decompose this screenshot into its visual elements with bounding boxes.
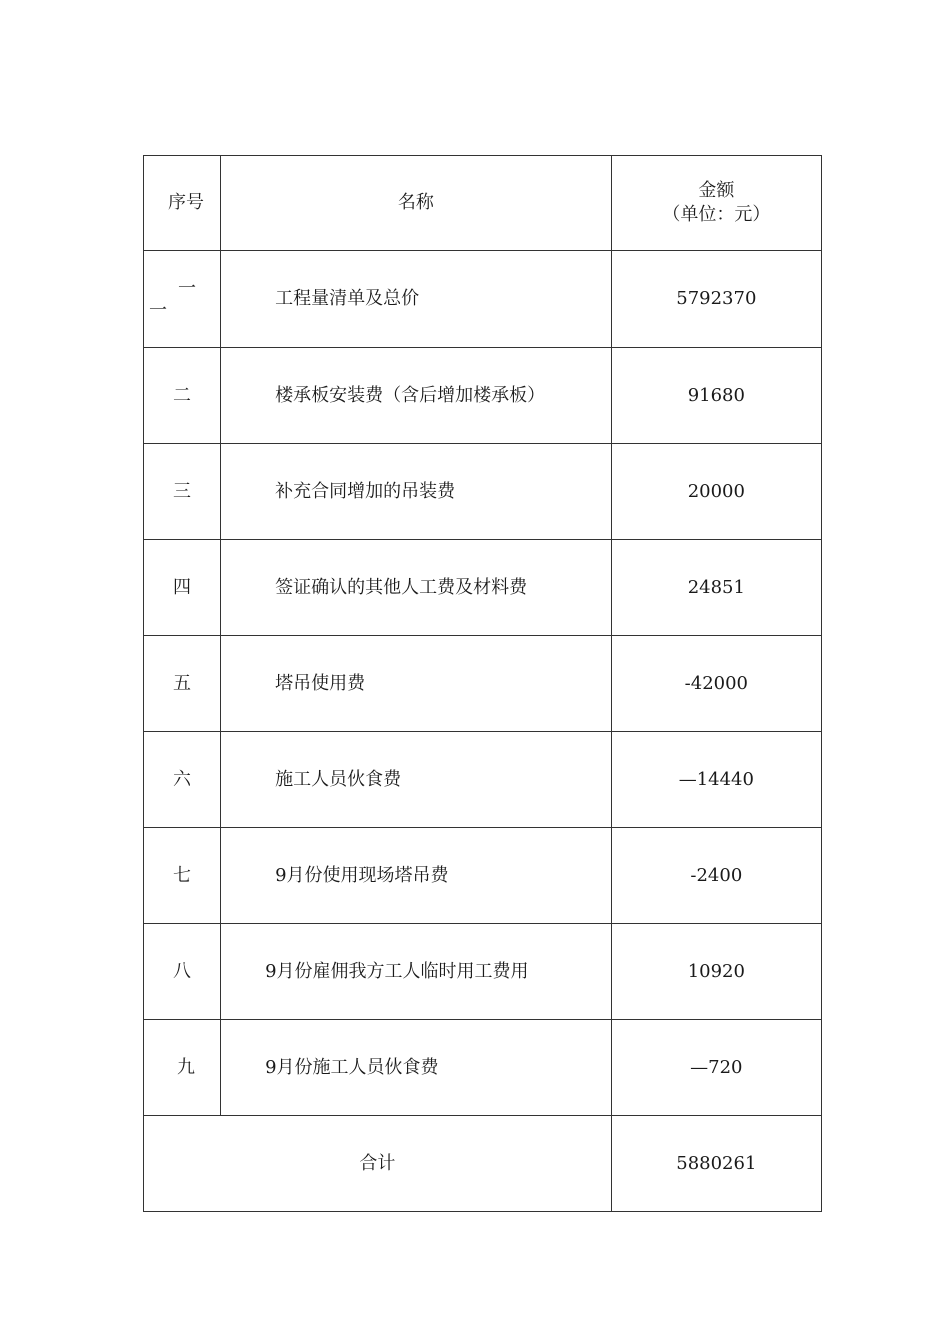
table-row — [144, 444, 822, 540]
row-amount: -42000 — [611, 636, 821, 732]
row-seq-1-part-b: 一 — [149, 300, 167, 321]
row-amount: 5792370 — [611, 251, 821, 348]
total-label: 合计 — [144, 1116, 612, 1212]
header-amount-unit: （单位：元） — [662, 204, 771, 225]
header-seq: 序号 — [144, 156, 221, 251]
row-seq: 八 — [144, 924, 221, 1020]
settlement-sheet — [143, 155, 822, 1212]
header-name: 名称 — [221, 156, 612, 251]
row-seq: 四 — [144, 540, 221, 636]
header-amount-label: 金额 — [698, 180, 735, 201]
row-amount: —720 — [611, 1020, 821, 1116]
row-seq: 六 — [144, 732, 221, 828]
row-seq: 三 — [144, 444, 221, 540]
total-amount: 5880261 — [611, 1116, 821, 1212]
row-seq: 七 — [144, 828, 221, 924]
table-row — [144, 924, 822, 1020]
row-name: 9月份雇佣我方工人临时用工费用 — [221, 924, 612, 1020]
table-row — [144, 828, 822, 924]
table-header-row — [144, 156, 822, 251]
row-seq — [144, 251, 221, 348]
table-row — [144, 251, 822, 348]
table-row — [144, 732, 822, 828]
row-amount: —14440 — [611, 732, 821, 828]
cost-table — [143, 155, 822, 1212]
table-row — [144, 348, 822, 444]
row-name: 9月份使用现场塔吊费 — [221, 828, 612, 924]
table-row — [144, 1020, 822, 1116]
row-seq: 五 — [144, 636, 221, 732]
row-amount: 91680 — [611, 348, 821, 444]
row-seq: 九 — [144, 1020, 221, 1116]
row-amount: 24851 — [611, 540, 821, 636]
row-name: 工程量清单及总价 — [221, 251, 612, 348]
table-total-row — [144, 1116, 822, 1212]
table-row — [144, 636, 822, 732]
row-name: 塔吊使用费 — [221, 636, 612, 732]
row-name: 签证确认的其他人工费及材料费 — [221, 540, 612, 636]
row-amount: -2400 — [611, 828, 821, 924]
header-amount — [611, 156, 821, 251]
row-name: 楼承板安装费（含后增加楼承板） — [221, 348, 612, 444]
row-seq: 二 — [144, 348, 221, 444]
row-amount: 20000 — [611, 444, 821, 540]
row-name: 补充合同增加的吊装费 — [221, 444, 612, 540]
table-row — [144, 540, 822, 636]
row-name: 施工人员伙食费 — [221, 732, 612, 828]
row-amount: 10920 — [611, 924, 821, 1020]
row-name: 9月份施工人员伙食费 — [221, 1020, 612, 1116]
row-seq-1-part-a: 一 — [178, 278, 196, 299]
